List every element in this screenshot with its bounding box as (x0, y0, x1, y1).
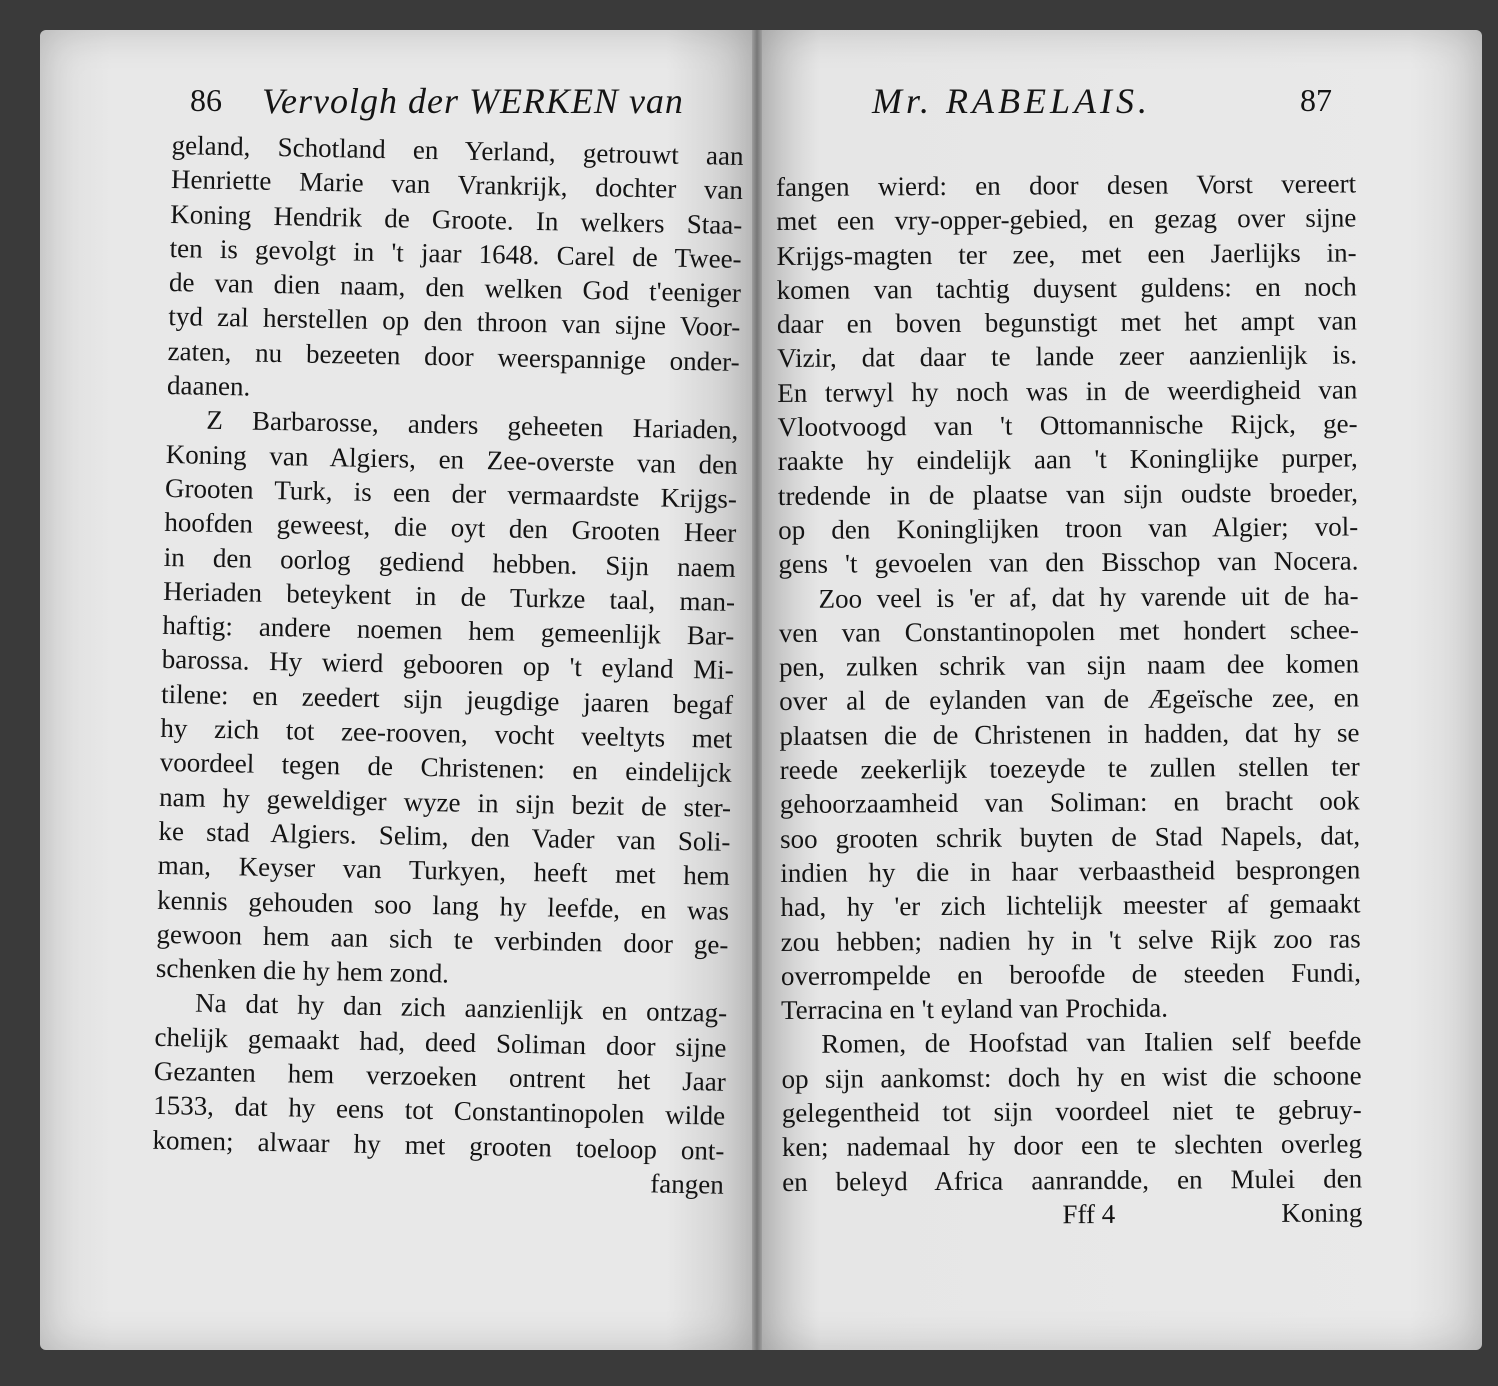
right-running-head: Mr. RABELAIS. (872, 81, 1151, 121)
text-line: op den Koninglijken troon van Algier; vol- (778, 511, 1359, 545)
text-line: indien hy die in haar verbaastheid besprongen (780, 854, 1361, 888)
right-page-header (762, 78, 1482, 128)
left-catchword: fangen (650, 1168, 725, 1200)
text-line: tyd zal herstellen op den throon van sijne Voor- (168, 301, 741, 343)
right-page-number: 87 (1300, 82, 1332, 118)
text-line: zou hebben; nadien hy in 't selve Rijk zoo ras (780, 922, 1361, 957)
text-line: Romen, de Hoofstad van Italien self beefde (821, 1025, 1362, 1060)
text-line: in den oorlog gediend hebben. Sijn naem (163, 541, 736, 583)
text-line: man, Keyser van Turkyen, heeft met hem (157, 850, 731, 892)
text-line: ke stad Algiers. Selim, den Vader van Soli- (158, 815, 731, 857)
text-line: Krijgs-magten ter zee, met een Jaerlijks in- (776, 237, 1357, 271)
text-line: ten is gevolgt in 't jaar 1648. Carel de Twee- (169, 232, 742, 274)
text-line: barossa. Hy wierd gebooren op 't eyland Mi- (161, 644, 734, 686)
text-line: daar en boven begunstigt met het ampt van (776, 305, 1358, 340)
text-line: fangen wierd: en door desen Vorst vereert (776, 168, 1357, 202)
text-line: met een vry-opper-gebied, en gezag over sijne (776, 202, 1357, 237)
text-line: pen, zulken schrik van sijn naam dee komen (778, 648, 1360, 683)
text-line: ven van Constantinopolen met hondert schee- (778, 614, 1359, 648)
text-line: Gezanten hem verzoeken ontrent het Jaar (153, 1055, 727, 1097)
left-page-text (152, 128, 744, 1202)
text-line: Koning Hendrik de Groote. In welkers Staa- (170, 198, 743, 240)
right-catchword: Koning (1281, 1197, 1363, 1228)
text-line: gens 't gevoelen van den Bisschop van Nocera. (778, 545, 1359, 580)
text-line: Z Barbarosse, anders geheeten Hariaden, (206, 405, 739, 446)
text-line: gelegentheid tot sijn voordeel niet te gebruy- (781, 1094, 1362, 1128)
text-line: Zoo veel is 'er af, dat hy varende uit de ha- (818, 580, 1359, 614)
text-line: Terracina en 't eyland van Prochida. (781, 992, 1169, 1026)
text-line: soo grooten schrik buyten de Stad Napels, dat, (779, 820, 1361, 854)
text-line: en beleyd Africa aanrandde, en Mulei den (782, 1163, 1363, 1197)
text-line: Koning van Algiers, en Zee-overste van den (165, 438, 738, 480)
right-page (762, 30, 1482, 1350)
text-line: Vizir, dat daar te lande zeer aanzienlijk is. (777, 339, 1358, 374)
left-page-number: 86 (190, 82, 222, 118)
text-line: haftig: andere noemen hem gemeenlijk Bar- (162, 610, 735, 652)
text-line: En terwyl hy noch was in de weerdigheid van (777, 374, 1358, 408)
text-line: zaten, nu bezeeten door weerspannige onder- (167, 335, 740, 377)
text-line: ken; nademaal hy door een te slechten overleg (781, 1128, 1363, 1163)
text-line: plaatsen die de Christenen in hadden, dat hy se (779, 717, 1360, 751)
text-line: op sijn aankomst: doch hy en wist die schoone (781, 1060, 1362, 1094)
text-line: voordeel tegen de Christenen: en eindelijck (159, 747, 733, 789)
text-line: kennis gehouden soo lang hy leefde, en was (156, 884, 730, 926)
right-page-footer (782, 1195, 1362, 1233)
text-line: nam hy geweldiger wyze in sijn bezit de ster- (158, 781, 732, 823)
text-line: raakte hy eindelijk aan 't Koninglijke purper, (777, 442, 1358, 477)
text-line: Grooten Turk, is een der vermaardste Krijgs- (164, 472, 738, 514)
text-line: tredende in de plaatse van sijn oudste broeder, (777, 477, 1359, 511)
signature-mark: Fff 4 (1062, 1198, 1116, 1230)
text-line: 1533, dat hy eens tot Constantinopolen wilde (152, 1090, 726, 1132)
text-line: hy zich tot zee-rooven, vocht veeltyts met (160, 712, 733, 754)
text-line: gehoorzaamheid van Soliman: en bracht ook (779, 785, 1360, 820)
text-line: tilene: en zeedert sijn jeugdige jaaren begaf (160, 678, 734, 720)
text-line: de van dien naam, den welken God t'eeniger (168, 267, 742, 309)
left-page (40, 30, 752, 1350)
text-line: komen van tachtig duysent guldens: en noch (776, 271, 1357, 305)
right-page-text (776, 166, 1362, 1232)
text-line: chelijk gemaakt had, deed Soliman door sijne (154, 1021, 727, 1063)
text-line: over al de eylanden van de Ægeïsche zee, en (779, 682, 1360, 717)
left-page-header (40, 78, 752, 128)
text-line: Heriaden beteykent in de Turkze taal, man- (162, 575, 736, 617)
text-line: overrompelde en beroofde de steeden Fundi, (780, 957, 1362, 991)
text-line: schenken die hy hem zond. (155, 952, 450, 989)
text-line: Na dat hy dan zich aanzienlijk en ontzag- (194, 988, 728, 1029)
left-running-head: Vervolgh der WERKEN van (262, 81, 684, 121)
text-line: Henriette Marie van Vrankrijk, dochter van (170, 164, 744, 206)
text-line: daanen. (166, 370, 251, 402)
text-line: komen; alwaar hy met grooten toeloop ont- (152, 1124, 725, 1166)
text-line: reede zeekerlijk toezeyde te zullen stellen ter (779, 751, 1360, 786)
text-line: gewoon hem aan sich te verbinden door ge- (156, 918, 729, 960)
text-line: had, hy 'er zich lichtelijk meester af gemaakt (780, 888, 1361, 923)
text-line: hoofden geweest, die oyt den Grooten Heer (164, 507, 737, 549)
text-line: Vlootvoogd van 't Ottomannische Rijck, ge- (777, 408, 1358, 443)
text-line: geland, Schotland en Yerland, getrouwt aan (171, 129, 744, 171)
